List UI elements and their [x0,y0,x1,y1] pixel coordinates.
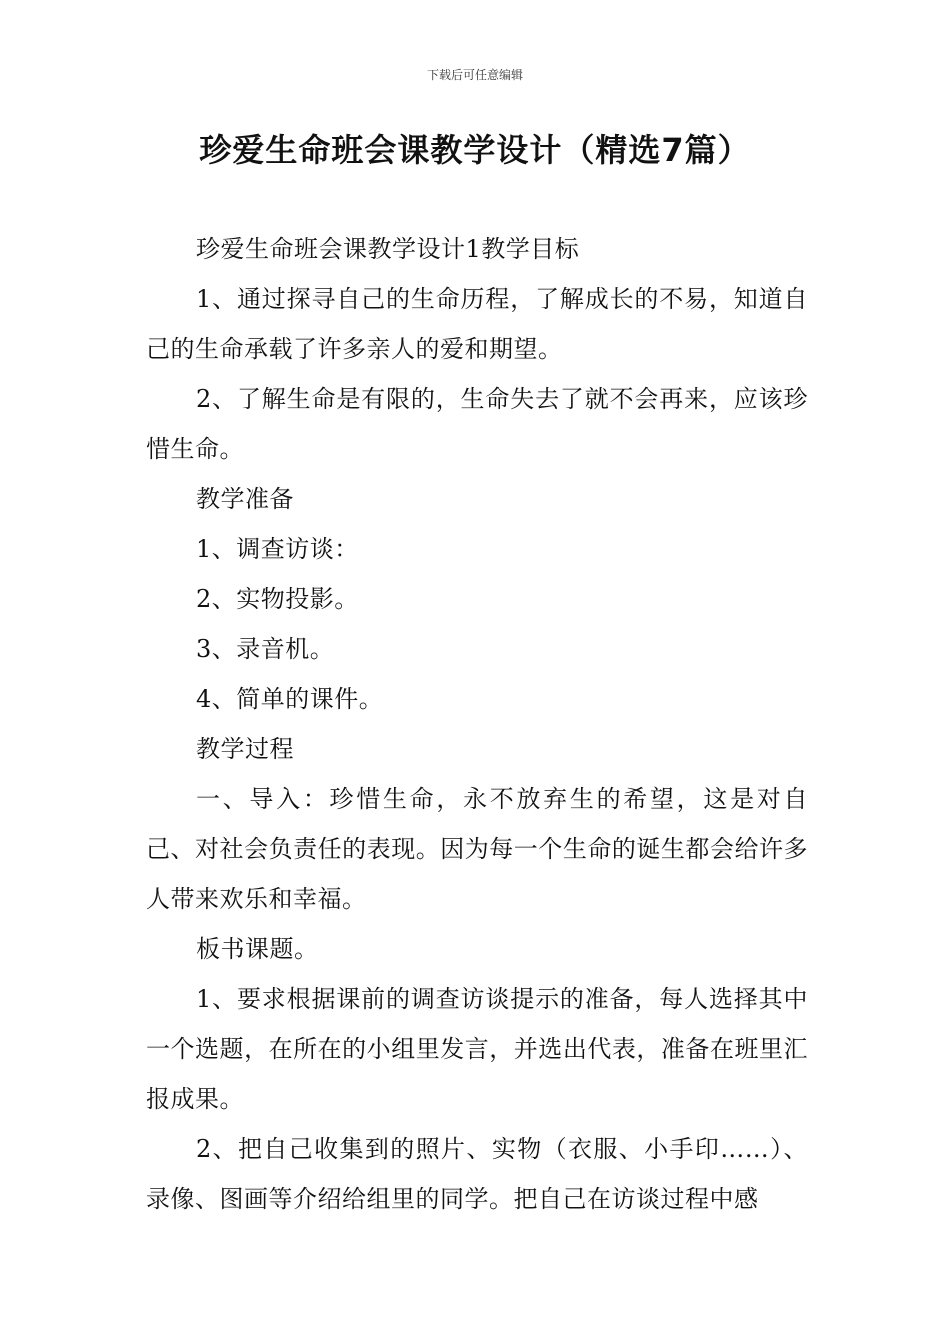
paragraph-preparation-4: 4、简单的课件。 [196,685,384,713]
paragraph-goal-1: 1、通过探寻自己的生命历程，了解成长的不易，知道自己的生命承载了许多亲人的爱和期望。 [146,285,808,363]
paragraph-preparation-3: 3、录音机。 [196,635,335,663]
document-title: 珍爱生命班会课教学设计（精选7篇） [199,131,751,169]
paragraph-step-2: 2、把自己收集到的照片、实物（衣服、小手印……）、录像、图画等介绍给组里的同学。把自己在访谈过程中感 [146,1135,808,1213]
paragraph-preparation-2: 2、实物投影。 [196,585,359,613]
paragraph-process-heading: 教学过程 [196,735,294,763]
document-body [146,224,808,1224]
paragraph-preparation-heading: 教学准备 [196,485,294,513]
paragraph-goal-2: 2、了解生命是有限的，生命失去了就不会再来，应该珍惜生命。 [146,385,808,463]
paragraph-introduction: 一、导入：珍惜生命，永不放弃生的希望，这是对自己、对社会负责任的表现。因为每一个生命的诞生都会给许多人带来欢乐和幸福。 [146,785,808,913]
paragraph-board-title: 板书课题。 [196,935,319,963]
paragraph-section-heading: 珍爱生命班会课教学设计1教学目标 [196,235,580,263]
paragraph-step-1: 1、要求根据课前的调查访谈提示的准备，每人选择其中一个选题，在所在的小组里发言，并选出代表，准备在班里汇报成果。 [146,985,808,1113]
header-note: 下载后可任意编辑 [426,68,523,82]
paragraph-preparation-1: 1、调查访谈： [196,535,359,563]
